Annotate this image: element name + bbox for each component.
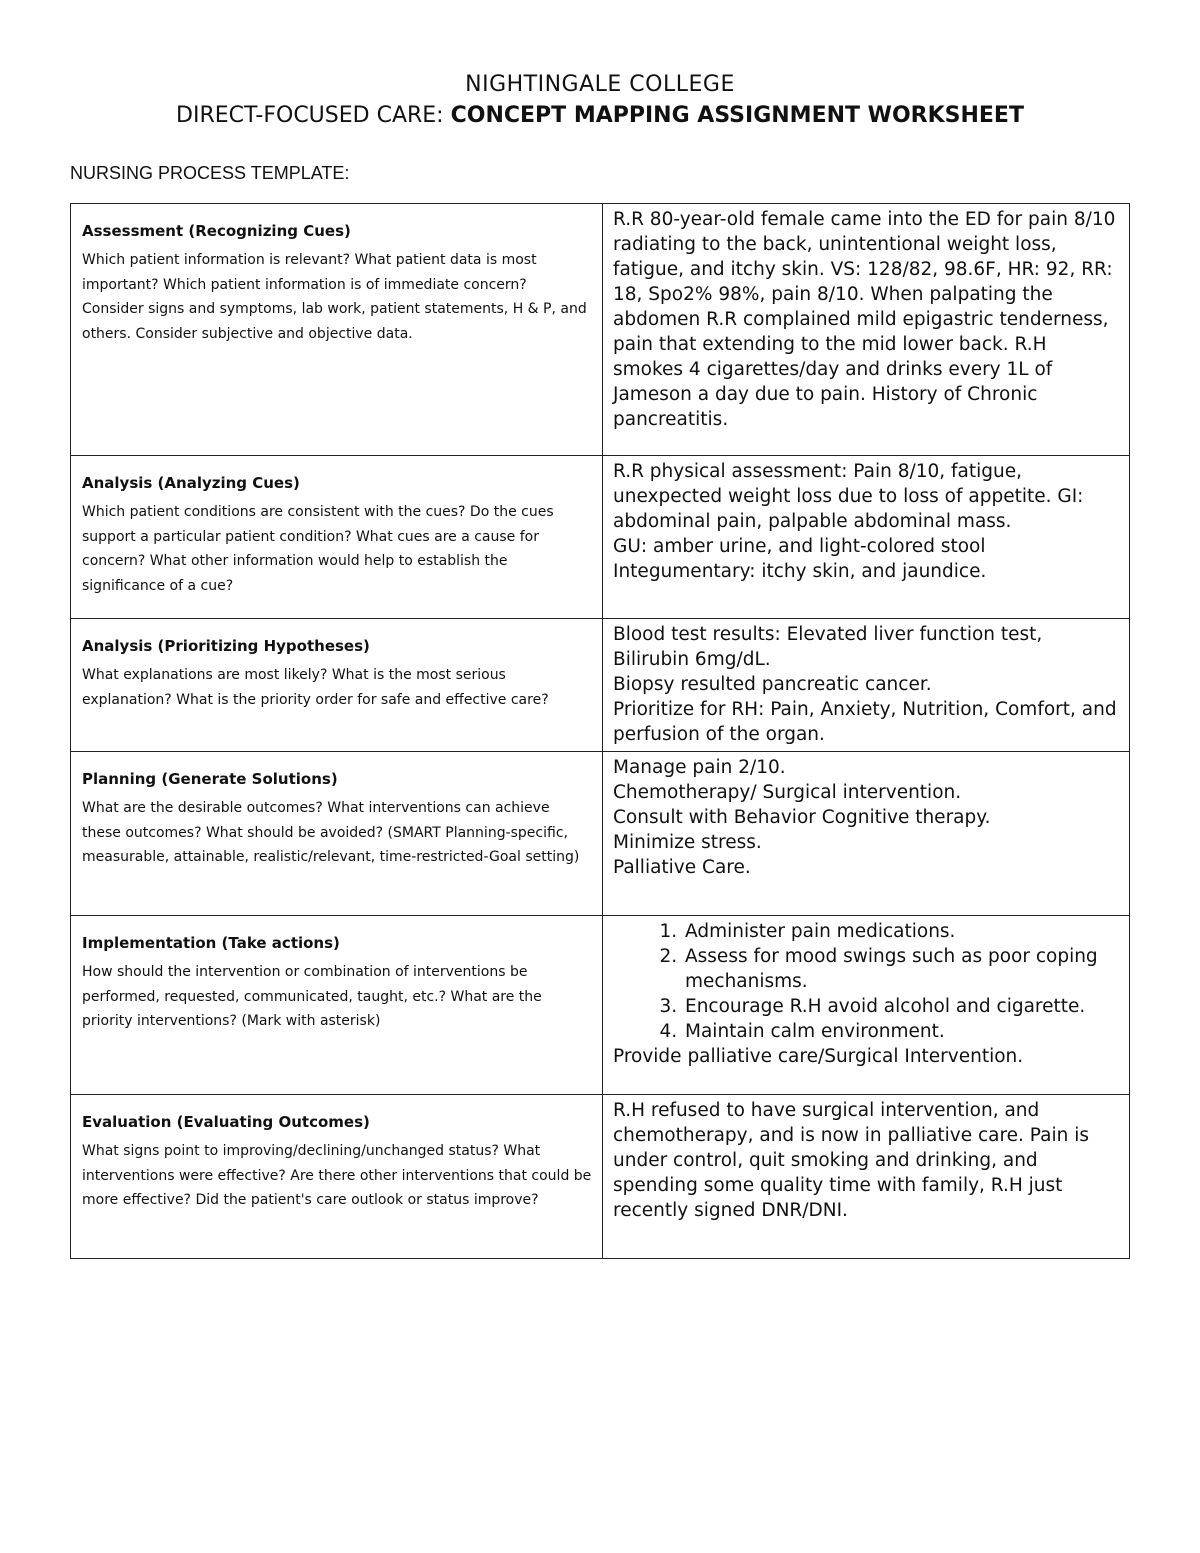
list-item: 2. Assess for mood swings such as poor coping mechanisms.	[683, 944, 1121, 994]
response-cell	[603, 619, 1130, 752]
table-row	[71, 752, 1130, 916]
response-text: Palliative Care.	[613, 857, 751, 878]
list-item: 1. Administer pain medications.	[683, 919, 1121, 944]
college-name: NIGHTINGALE COLLEGE	[465, 72, 735, 97]
step-title: Evaluation (Evaluating Outcomes)	[82, 1113, 370, 1131]
nursing-process-table	[70, 203, 1130, 1259]
step-description: What are the desirable outcomes? What interventions can achieve these outcomes? What should be avoided? (SMART Planning-specific, measurable, attainable, realistic/relevant, time-restricted-Goal setting)	[82, 800, 580, 865]
response-cell	[603, 916, 1130, 1095]
response-text: R.R 80-year-old female came into the ED for pain 8/10 radiating to the back, unintentional weight loss, fatigue, and itchy skin. VS: 128/82, 98.6F, HR: 92, RR: 18, Spo2% 98%, pain 8/10. When palpating the abdomen R.R complained mild epigastric tenderness, pain that extending to the mid lower back. R.H smokes 4 cigarettes/day and drinks every 1L of Jameson a day due to pain. History of Chronic pancreatitis.	[613, 209, 1116, 430]
response-text: Prioritize for RH: Pain, Anxiety, Nutrition, Comfort, and perfusion of the organ.	[613, 699, 1117, 745]
response-cell	[603, 1095, 1130, 1259]
list-item: 4. Maintain calm environment.	[683, 1019, 1121, 1044]
table-row	[71, 204, 1130, 456]
worksheet-title	[0, 100, 1200, 132]
step-description: Which patient information is relevant? What patient data is most important? Which patient information is of immediate concern? Consider signs and symptoms, lab work, patient statements, H & P, and others. Consider subjective and objective data.	[82, 252, 587, 342]
step-cell	[71, 1095, 603, 1259]
response-text: Biopsy resulted pancreatic cancer.	[613, 674, 932, 695]
worksheet-title-prefix: DIRECT-FOCUSED CARE:	[176, 103, 451, 128]
response-text: Chemotherapy/ Surgical intervention.	[613, 782, 962, 803]
step-title: Analysis (Prioritizing Hypotheses)	[82, 637, 370, 655]
step-title: Planning (Generate Solutions)	[82, 770, 338, 788]
table-row	[71, 1095, 1130, 1259]
step-title: Assessment (Recognizing Cues)	[82, 222, 351, 240]
table-row	[71, 619, 1130, 752]
step-cell	[71, 916, 603, 1095]
intervention-list	[613, 919, 1121, 1044]
step-description: Which patient conditions are consistent with the cues? Do the cues support a particular patient condition? What cues are a cause for concern? What other information would help to establish the significance of a cue?	[82, 504, 554, 594]
list-item: 3. Encourage R.H avoid alcohol and cigarette.	[683, 994, 1121, 1019]
worksheet-title-bold: CONCEPT MAPPING ASSIGNMENT WORKSHEET	[450, 103, 1024, 128]
step-description: What explanations are most likely? What is the most serious explanation? What is the priority order for safe and effective care?	[82, 667, 549, 708]
response-text: GU: amber urine, and light-colored stool	[613, 536, 986, 557]
response-cell	[603, 204, 1130, 456]
response-text: Integumentary: itchy skin, and jaundice.	[613, 561, 987, 582]
step-cell	[71, 619, 603, 752]
response-text: Provide palliative care/Surgical Intervention.	[613, 1046, 1024, 1067]
step-cell	[71, 752, 603, 916]
table-row	[71, 916, 1130, 1095]
response-text: Consult with Behavior Cognitive therapy.	[613, 807, 991, 828]
response-text: R.R physical assessment: Pain 8/10, fatigue, unexpected weight loss due to loss of appetite. GI: abdominal pain, palpable abdominal mass.	[613, 461, 1084, 532]
table-row	[71, 456, 1130, 619]
step-description: What signs point to improving/declining/unchanged status? What interventions were effective? Are there other interventions that could be more effective? Did the patient's care outlook or status improve?	[82, 1143, 592, 1208]
step-title: Analysis (Analyzing Cues)	[82, 474, 300, 492]
step-cell	[71, 456, 603, 619]
response-text: Minimize stress.	[613, 832, 762, 853]
response-text: R.H refused to have surgical intervention, and chemotherapy, and is now in palliative care. Pain is under control, quit smoking and drinking, and spending some quality time with family, R.H just recently signed DNR/DNI.	[613, 1100, 1089, 1221]
response-cell	[603, 752, 1130, 916]
response-text: Manage pain 2/10.	[613, 757, 786, 778]
template-label: NURSING PROCESS TEMPLATE:	[70, 163, 350, 183]
step-cell	[71, 204, 603, 456]
response-text: Blood test results: Elevated liver function test, Bilirubin 6mg/dL.	[613, 624, 1043, 670]
step-title: Implementation (Take actions)	[82, 934, 340, 952]
step-description: How should the intervention or combination of interventions be performed, requested, communicated, taught, etc.? What are the priority interventions? (Mark with asterisk)	[82, 964, 542, 1029]
document-header	[0, 70, 1200, 132]
response-cell	[603, 456, 1130, 619]
